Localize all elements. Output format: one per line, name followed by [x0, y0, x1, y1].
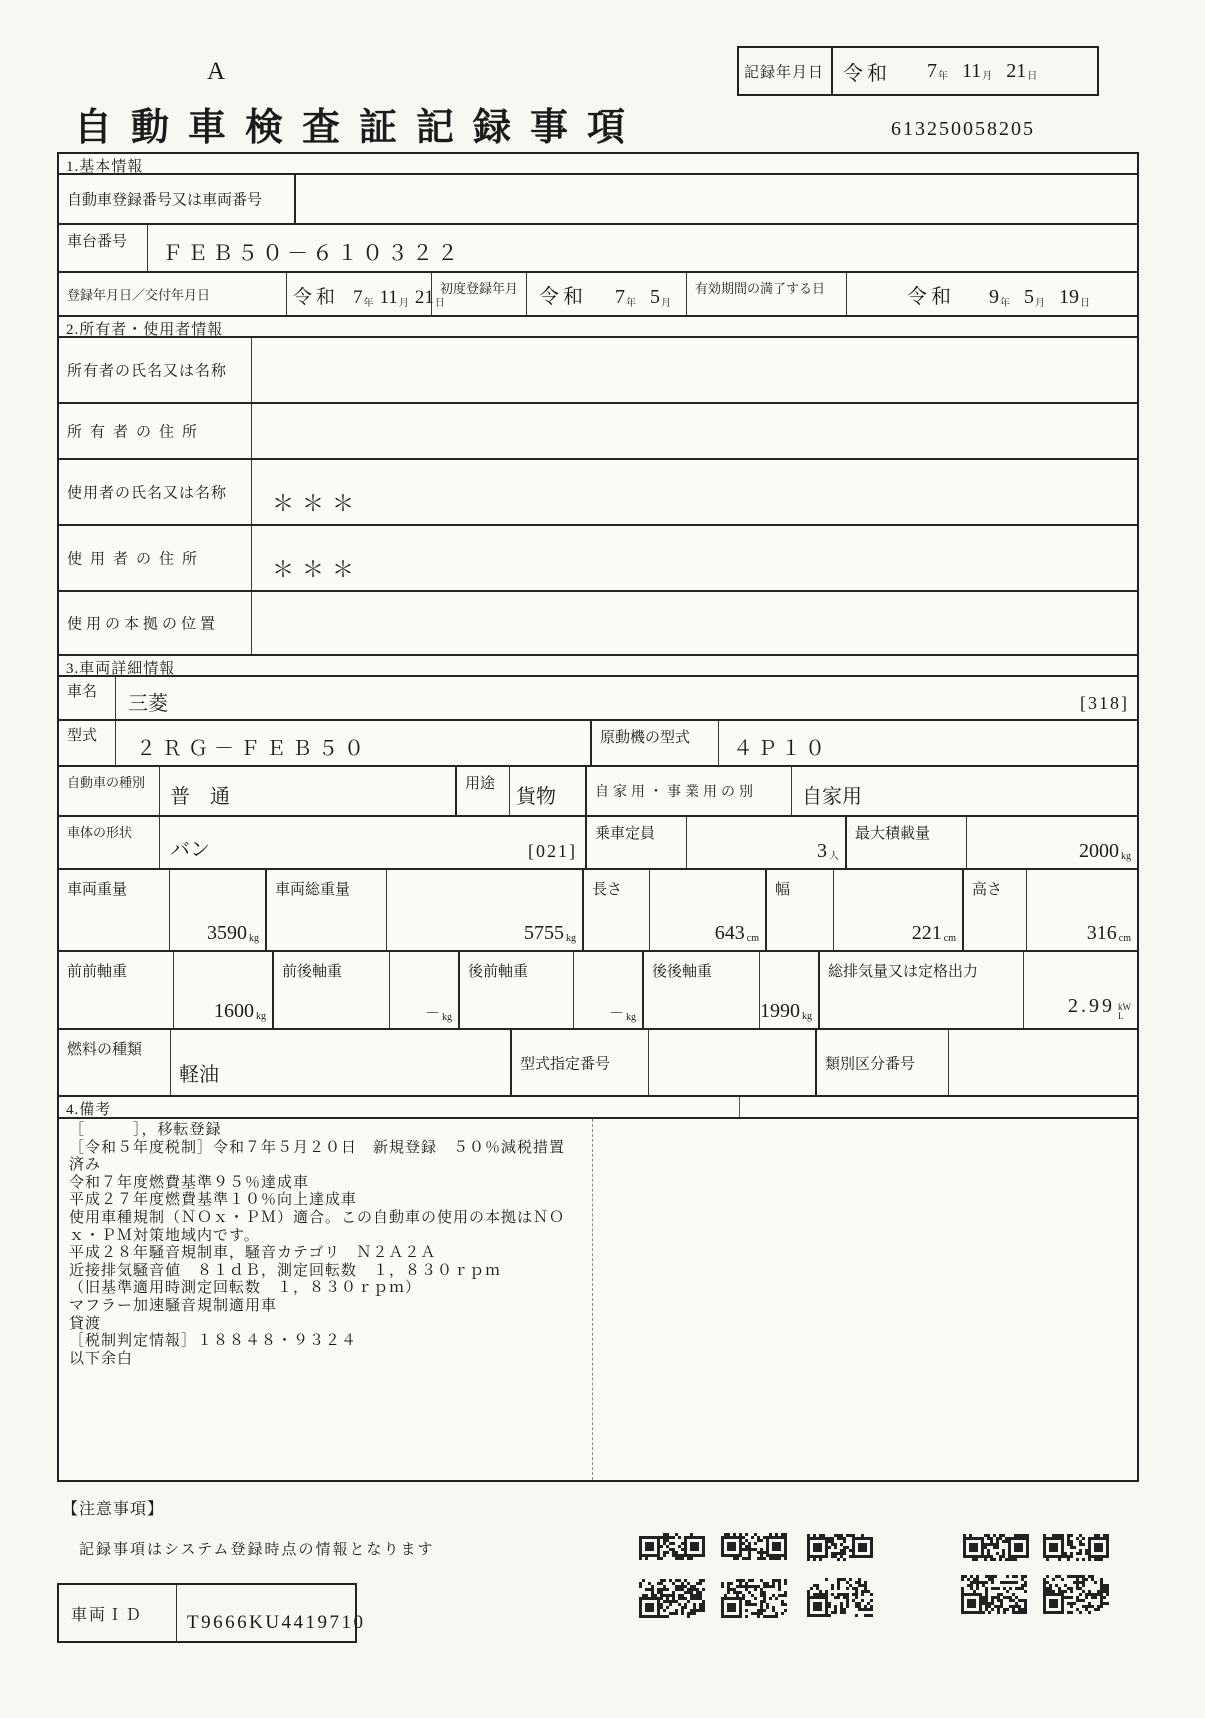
row-weights-dimensions — [59, 870, 1137, 952]
vehicle-id-box — [57, 1583, 366, 1643]
cell-axle-rr-label — [644, 952, 760, 1028]
cell-expiry-label — [687, 273, 847, 315]
max-load-value-wrap — [1079, 840, 1131, 863]
remark-line: （旧基準適用時測定回転数 １，８３０ｒｐｍ） — [69, 1280, 422, 1297]
expiry-value — [907, 280, 1090, 309]
qr-pattern — [1043, 1575, 1109, 1614]
car-name-value: 三菱 — [128, 693, 168, 715]
kg-unit: kg — [249, 933, 259, 944]
axle-rr-value-wrap — [760, 1000, 812, 1023]
row-dates — [59, 273, 1137, 317]
max-load-label: 最大積載量 — [855, 826, 931, 842]
page-corner-mark: A — [207, 58, 226, 85]
car-name-label: 車名 — [67, 684, 98, 700]
cell-use-value — [510, 767, 587, 815]
month-unit: 月 — [982, 70, 993, 82]
cell-displacement-value — [1024, 952, 1137, 1028]
cell-base-location-label — [59, 592, 252, 654]
remarks-text-block — [69, 1122, 587, 1368]
fuel-value: 軽油 — [179, 1064, 219, 1086]
cell-owner-name-value — [252, 338, 1137, 402]
cell-kind-value — [160, 767, 457, 815]
cell-engine-value — [719, 721, 1137, 765]
l-unit: L — [1118, 1011, 1124, 1021]
qr-pattern — [721, 1579, 787, 1618]
capacity-value: 3 — [817, 840, 827, 862]
record-date-label: 記録年月日 — [739, 48, 833, 94]
row-owner-name — [59, 338, 1137, 404]
cell-private-business-value — [792, 767, 1137, 815]
height-label: 高さ — [972, 882, 1003, 898]
cell-weight-label — [59, 870, 170, 950]
kg-unit: kg — [802, 1011, 812, 1022]
width-label: 幅 — [775, 882, 791, 898]
notice-heading: 【注意事項】 — [62, 1501, 165, 1518]
row-base-location — [59, 592, 1137, 656]
qr-code-4 — [963, 1534, 1029, 1566]
record-date-box — [737, 46, 1099, 96]
axle-fr-value: － — [424, 1006, 440, 1022]
cell-gross-weight-value — [387, 870, 584, 950]
cell-axle-fr-label — [274, 952, 390, 1028]
cell-owner-address-label — [59, 404, 252, 458]
remark-line: ［令和５年度税制］令和７年５月２０日 新規登録 ５０％減税措置 — [69, 1139, 566, 1156]
type-number-label: 型式指定番号 — [520, 1056, 611, 1072]
row-car-name — [59, 677, 1137, 721]
row-body-shape — [59, 817, 1137, 870]
kg-unit: kg — [626, 1012, 636, 1023]
model-value: ２ＲＧ－ＦＥＢ５０ — [136, 738, 370, 760]
qr-code-6 — [639, 1579, 705, 1623]
record-day: 21 — [1006, 59, 1027, 82]
row-chassis-number — [59, 225, 1137, 273]
cell-length-label — [584, 870, 650, 950]
remarks-header-tick — [739, 1097, 740, 1117]
expiry-month: 5 — [1024, 286, 1034, 308]
cell-type-number-label — [512, 1030, 649, 1095]
cell-width-label — [767, 870, 834, 950]
class-number-label: 類別区分番号 — [825, 1056, 916, 1072]
axle-fr-label: 前後軸重 — [282, 964, 343, 980]
weight-label: 車両重量 — [67, 882, 128, 898]
kw-l-units — [1118, 1003, 1131, 1021]
capacity-value-wrap — [817, 840, 839, 863]
cell-max-load-label — [847, 817, 967, 868]
record-date-value — [843, 48, 1095, 94]
cell-model-value — [116, 721, 592, 765]
cell-user-name-label — [59, 460, 252, 524]
remark-line: 貸渡 — [69, 1315, 102, 1332]
model-label: 型式 — [67, 728, 98, 744]
section-heading-basic-text: 1.基本情報 — [66, 159, 144, 175]
reg-number-label: 自動車登録番号又は車両番号 — [67, 192, 263, 209]
remark-line: 令和７年度燃費基準９５％達成車 — [69, 1174, 310, 1191]
vehicle-id-label: 車両ＩＤ — [59, 1585, 177, 1641]
user-address-value: ＊＊＊ — [272, 557, 363, 582]
era-text: 令和 — [293, 287, 340, 308]
owner-name-label: 所有者の氏名又は名称 — [67, 363, 228, 380]
cm-unit: cm — [1118, 933, 1131, 944]
length-value: 643 — [714, 922, 745, 944]
cell-axle-rr-value — [760, 952, 820, 1028]
first-reg-label: 初度登録年月 — [440, 281, 519, 296]
height-value: 316 — [1086, 922, 1117, 944]
cell-type-number-value — [649, 1030, 817, 1095]
cell-body-label — [59, 817, 160, 868]
chassis-label: 車台番号 — [67, 234, 128, 250]
body-code: [021] — [528, 841, 577, 861]
qr-code-10 — [1043, 1575, 1109, 1619]
qr-code-1 — [639, 1533, 705, 1565]
section-heading-remarks-text: 4.備考 — [66, 1102, 112, 1118]
cell-private-business-label — [587, 767, 792, 815]
remark-line: 近接排気騒音値 ８１ｄＢ，測定回転数 １，８３０ｒｐｍ — [69, 1262, 502, 1279]
width-value-wrap — [912, 922, 956, 945]
row-category — [59, 767, 1137, 817]
qr-code-9 — [961, 1575, 1027, 1619]
cell-owner-name-label — [59, 338, 252, 402]
qr-code-2 — [721, 1533, 787, 1565]
cell-car-name-value — [116, 677, 1137, 719]
cell-use-label — [457, 767, 510, 815]
reg-month: 11 — [379, 287, 398, 308]
day-unit: 日 — [1027, 70, 1038, 82]
vehicle-id-value: T9666KU4419710 — [187, 1612, 366, 1633]
cell-reg-date-label — [59, 273, 287, 315]
cell-reg-number-value — [296, 175, 1137, 223]
kg-unit: kg — [1121, 851, 1131, 862]
user-name-value: ＊＊＊ — [272, 491, 363, 516]
use-label: 用途 — [465, 776, 496, 792]
cell-chassis-label — [59, 225, 148, 271]
era-text: 令和 — [843, 62, 891, 85]
section-heading-owner-text: 2.所有者・使用者情報 — [66, 322, 224, 338]
car-name-code: [318] — [1080, 693, 1129, 713]
cell-user-address-value — [252, 526, 1137, 590]
gross-weight-label: 車両総重量 — [275, 882, 351, 898]
axle-rr-value: 1990 — [760, 1000, 800, 1022]
width-value: 221 — [911, 922, 942, 944]
main-table — [57, 152, 1139, 1482]
cell-chassis-value — [148, 225, 1137, 271]
remark-line: 使用車種規制（ＮＯｘ・ＰＭ）適合。この自動車の使用の本拠はＮＯ — [69, 1209, 566, 1226]
person-unit: 人 — [829, 851, 839, 862]
kg-unit: kg — [566, 933, 576, 944]
era-text: 令和 — [907, 286, 955, 308]
cell-axle-rf-value — [574, 952, 644, 1028]
section-heading-owner — [59, 317, 1137, 338]
axle-rf-label: 後前軸重 — [468, 964, 529, 980]
max-load-value: 2000 — [1079, 840, 1119, 862]
remarks-divider-dashed — [592, 1119, 593, 1480]
displacement-value: 2.99 — [1068, 995, 1115, 1017]
qr-code-8 — [807, 1578, 873, 1622]
reg-day: 21 — [414, 287, 434, 308]
remarks-area — [59, 1119, 1137, 1480]
displacement-value-wrap — [1068, 995, 1131, 1023]
axle-rf-value-wrap — [609, 1002, 636, 1023]
remark-line: 以下余白 — [69, 1350, 134, 1367]
remark-line: ［税制判定情報］１８８４８・９３２４ — [69, 1333, 358, 1350]
length-label: 長さ — [592, 882, 623, 898]
reg-year: 7 — [353, 287, 363, 308]
cell-axle-rf-label — [460, 952, 574, 1028]
chassis-value: ＦＥＢ５０－６１０３２２ — [162, 241, 462, 265]
row-registration-number — [59, 175, 1137, 225]
section-heading-basic — [59, 154, 1137, 175]
cell-owner-address-value — [252, 404, 1137, 458]
era-text: 令和 — [539, 286, 587, 308]
expiry-label: 有効期間の満了する日 — [695, 281, 826, 296]
expiry-year: 9 — [989, 286, 999, 308]
cell-first-reg-value — [527, 273, 687, 315]
month-unit: 月 — [661, 298, 671, 309]
cm-unit: cm — [746, 933, 759, 944]
base-location-label: 使用の本拠の位置 — [67, 616, 220, 633]
cell-first-reg-label — [432, 273, 527, 315]
cell-class-number-value — [949, 1030, 1137, 1095]
remark-line: 済み — [69, 1157, 102, 1174]
qr-code-5 — [1043, 1534, 1109, 1566]
first-reg-year: 7 — [615, 286, 625, 308]
cell-gross-weight-label — [267, 870, 387, 950]
user-name-label: 使用者の氏名又は名称 — [67, 485, 228, 502]
cell-class-number-label — [817, 1030, 949, 1095]
axle-ff-value: 1600 — [214, 1000, 254, 1022]
cell-engine-label — [592, 721, 719, 765]
reg-date-value — [293, 282, 445, 309]
cell-length-value — [650, 870, 767, 950]
private-business-label: 自家用・事業用の別 — [595, 785, 757, 800]
qr-pattern — [1043, 1534, 1109, 1561]
year-unit: 年 — [363, 298, 374, 309]
record-month: 11 — [962, 59, 982, 82]
page-title: 自動車検査証記録事項 — [74, 107, 645, 149]
remark-line: 平成２８年騒音規制車，騒音カテゴリ Ｎ２Ａ２Ａ — [69, 1245, 437, 1262]
cell-capacity-label — [587, 817, 687, 868]
day-unit: 日 — [434, 298, 445, 309]
qr-pattern — [807, 1578, 873, 1617]
qr-pattern — [639, 1579, 705, 1618]
weight-value-wrap — [207, 922, 259, 945]
height-value-wrap — [1087, 922, 1131, 945]
engine-label: 原動機の型式 — [600, 730, 691, 746]
cell-weight-value — [170, 870, 267, 950]
cell-reg-number-label — [59, 175, 296, 223]
weight-value: 3590 — [207, 922, 247, 944]
cell-body-value — [160, 817, 587, 868]
cell-kind-label — [59, 767, 160, 815]
year-unit: 年 — [626, 298, 636, 309]
axle-ff-label: 前前軸重 — [67, 964, 128, 980]
day-unit: 日 — [1080, 298, 1090, 309]
notice-text: 記録事項はシステム登録時点の情報となります — [79, 1542, 435, 1558]
axle-rf-value: － — [608, 1006, 624, 1022]
cell-capacity-value — [687, 817, 847, 868]
cell-fuel-value — [171, 1030, 512, 1095]
kind-label: 自動車の種別 — [67, 775, 146, 790]
section-heading-remarks — [59, 1097, 1137, 1119]
month-unit: 月 — [1035, 298, 1045, 309]
use-value: 貨物 — [516, 786, 556, 808]
cell-user-name-value — [252, 460, 1137, 524]
length-value-wrap — [715, 922, 759, 945]
engine-value: ４Ｐ１０ — [733, 738, 829, 760]
kg-unit: kg — [442, 1012, 452, 1023]
kind-value: 普通 — [170, 786, 250, 808]
cell-max-load-value — [967, 817, 1137, 868]
owner-address-label: 所有者の住所 — [67, 424, 206, 441]
document-number: 613250058205 — [891, 118, 1035, 140]
cell-height-value — [1027, 870, 1137, 950]
section-heading-vehicle — [59, 656, 1137, 677]
cell-axle-fr-value — [390, 952, 460, 1028]
body-label: 車体の形状 — [67, 825, 133, 840]
gross-weight-value: 5755 — [524, 922, 564, 944]
cell-width-value — [834, 870, 964, 950]
cell-axle-ff-value — [174, 952, 274, 1028]
year-unit: 年 — [1000, 298, 1010, 309]
cell-expiry-value — [847, 273, 1137, 315]
axle-fr-value-wrap — [425, 1002, 452, 1023]
qr-pattern — [721, 1533, 787, 1560]
cell-user-address-label — [59, 526, 252, 590]
remark-line: ｘ・ＰＭ対策地域内です。 — [69, 1227, 260, 1244]
remark-line: ［ ］，移転登録 — [69, 1122, 222, 1138]
axle-ff-value-wrap — [214, 1000, 266, 1023]
displacement-label: 総排気量又は定格出力 — [828, 964, 979, 980]
cell-car-name-label — [59, 677, 116, 719]
row-owner-address — [59, 404, 1137, 460]
section-heading-vehicle-text: 3.車両詳細情報 — [66, 661, 176, 677]
capacity-label: 乗車定員 — [595, 826, 656, 842]
user-address-label: 使用者の住所 — [67, 551, 206, 568]
cell-height-label — [964, 870, 1027, 950]
row-fuel — [59, 1030, 1137, 1097]
axle-rr-label: 後後軸重 — [652, 964, 713, 980]
remark-line: 平成２７年度燃費基準１０％向上達成車 — [69, 1192, 358, 1209]
cm-unit: cm — [943, 933, 956, 944]
cell-displacement-label — [820, 952, 1024, 1028]
qr-code-3 — [807, 1534, 873, 1566]
kw-unit: kW — [1118, 1002, 1131, 1012]
row-model — [59, 721, 1137, 767]
qr-pattern — [963, 1534, 1029, 1561]
cell-model-label — [59, 721, 116, 765]
body-value: バン — [170, 839, 210, 861]
year-unit: 年 — [938, 70, 948, 82]
expiry-day: 19 — [1059, 286, 1079, 308]
private-business-value: 自家用 — [802, 786, 862, 808]
cell-base-location-value — [252, 592, 1137, 654]
row-user-address — [59, 526, 1137, 592]
kg-unit: kg — [256, 1011, 266, 1022]
fuel-label: 燃料の種類 — [67, 1042, 143, 1058]
cell-reg-date-value — [287, 273, 445, 315]
record-year: 7 — [927, 59, 937, 82]
month-unit: 月 — [398, 298, 409, 309]
gross-weight-value-wrap — [524, 922, 576, 945]
first-reg-value — [539, 280, 671, 309]
remark-line: マフラー加速騒音規制適用車 — [69, 1297, 278, 1314]
qr-code-7 — [721, 1579, 787, 1623]
row-user-name — [59, 460, 1137, 526]
row-axle-weights — [59, 952, 1137, 1030]
qr-pattern — [807, 1534, 873, 1561]
reg-date-label: 登録年月日／交付年月日 — [67, 287, 211, 303]
first-reg-month: 5 — [650, 286, 660, 308]
cell-axle-ff-label — [59, 952, 174, 1028]
qr-pattern — [639, 1533, 705, 1560]
cell-fuel-label — [59, 1030, 171, 1095]
qr-pattern — [961, 1575, 1027, 1614]
